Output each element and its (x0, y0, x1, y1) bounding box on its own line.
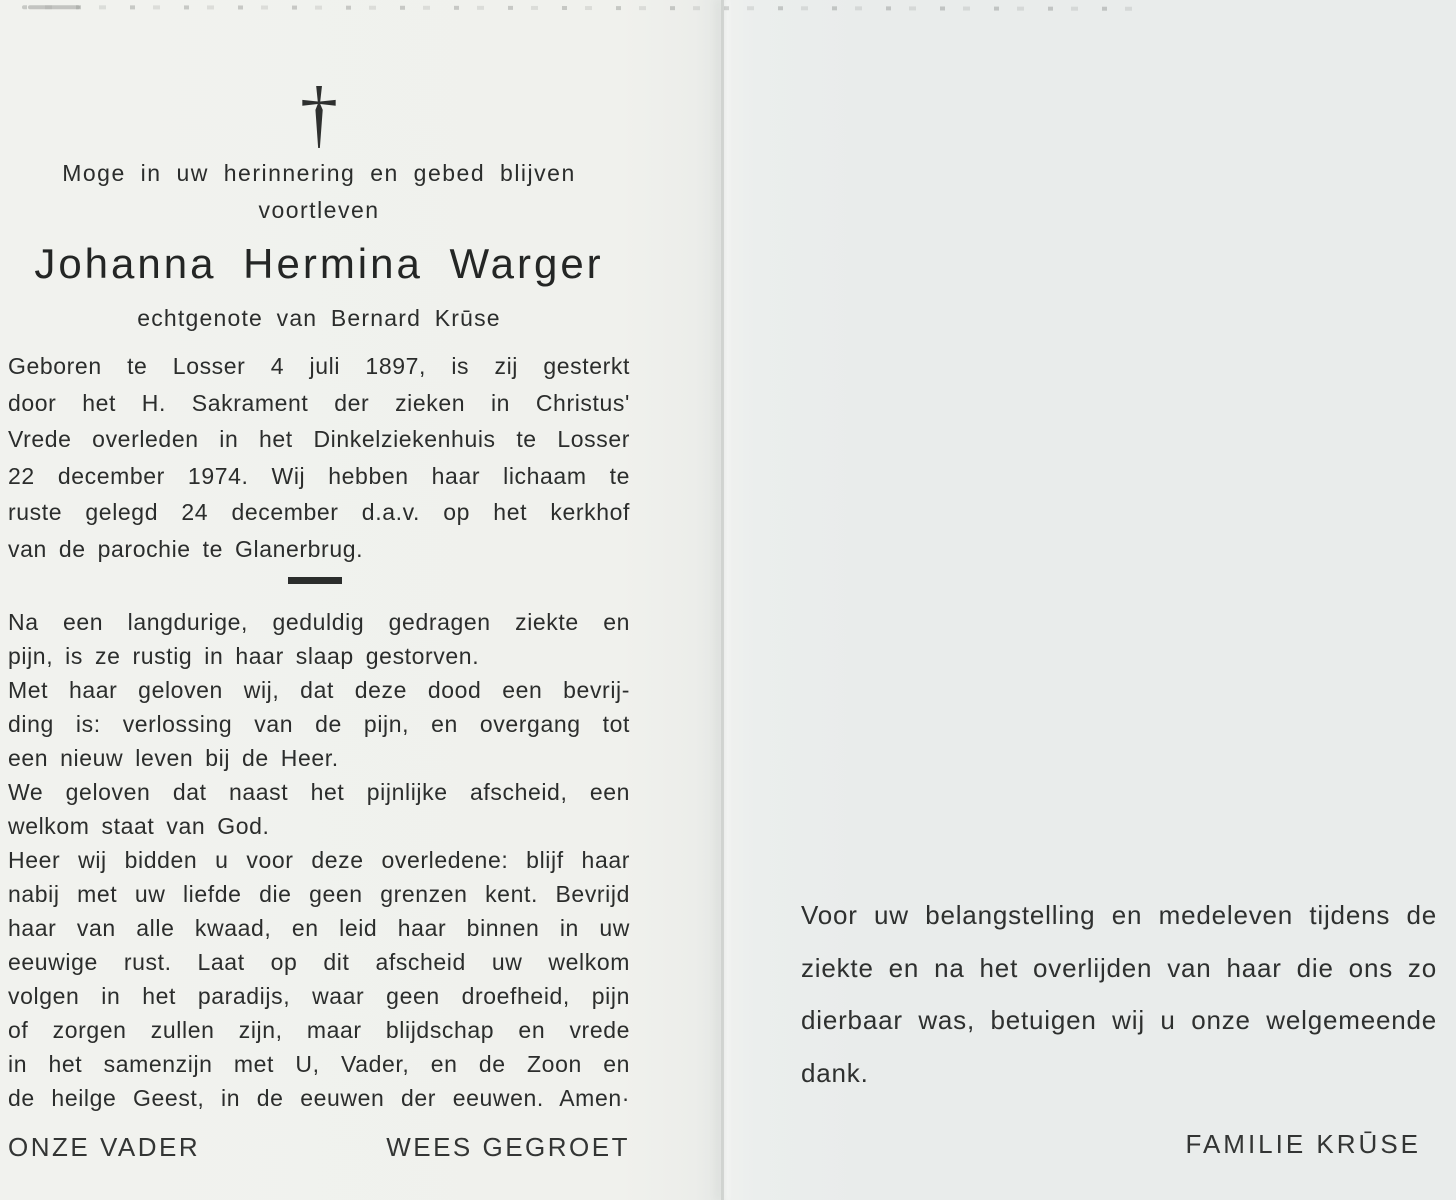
cross-icon: † (300, 72, 338, 156)
wees-gegroet-label: WEES GEGROET (386, 1132, 630, 1162)
intro-line: Moge in uw herinnering en gebed blijven (62, 160, 576, 186)
text-line: ding is: verlossing van de pijn, en overgang tot (8, 711, 630, 737)
text-line: haar van alle kwaad, en leid haar binnen in uw (8, 915, 630, 941)
text-line: welkom staat van God. (8, 813, 270, 839)
prayer-footer (8, 1129, 630, 1165)
memorial-paragraph (8, 605, 630, 843)
text-line: ziekte en na het overlijden van haar die ons zo (801, 952, 1437, 983)
text-line: dierbaar was, betuigen wij u onze welgemeende (801, 1005, 1437, 1035)
text-line: van de parochie te Glanerbrug. (8, 535, 364, 562)
section-divider (288, 577, 342, 584)
text-line: een nieuw leven bij de Heer. (8, 745, 339, 771)
intro-line: voortleven (258, 197, 380, 223)
text-line: of zorgen zullen zijn, maar blijdschap en vrede (8, 1017, 630, 1043)
text-line: We geloven dat naast het pijnlijke afscheid, een (8, 779, 630, 805)
text-line: de heilge Geest, in de eeuwen der eeuwen. Amen· (8, 1085, 630, 1111)
right-page (801, 0, 1437, 1200)
prayer-paragraph (8, 843, 630, 1115)
text-line: 22 december 1974. Wij hebben haar lichaam te (8, 462, 630, 489)
text-line: dank. (801, 1057, 869, 1088)
text-line: Met haar geloven wij, dat deze dood een bevrij- (8, 677, 630, 703)
onze-vader-label: ONZE VADER (8, 1132, 201, 1162)
text-line: ruste gelegd 24 december d.a.v. op het kerkhof (8, 499, 630, 525)
text-line: eeuwige rust. Laat op dit afscheid uw welkom (8, 949, 630, 975)
text-line: door het H. Sakrament der zieken in Christus' (8, 389, 630, 416)
text-line: Heer wij bidden u voor deze overledene: blijf haar (8, 847, 630, 873)
text-line: pijn, is ze rustig in haar slaap gestorven. (8, 643, 480, 669)
text-line: Geboren te Losser 4 juli 1897, is zij gesterkt (8, 353, 630, 379)
deceased-name: Johanna Hermina Warger (34, 240, 604, 287)
text-line: Vrede overleden in het Dinkelziekenhuis te Losser (8, 426, 630, 452)
family-signature: FAMILIE KRŪSE (1185, 1129, 1421, 1159)
fold-crease (721, 0, 724, 1200)
intro-text (8, 155, 630, 229)
text-line: volgen in het paradijs, waar geen droefheid, pijn (8, 983, 630, 1009)
left-page (8, 0, 630, 1200)
text-line: in het samenzijn met U, Vader, en de Zoon en (8, 1051, 630, 1077)
acknowledgement-paragraph (801, 889, 1437, 1099)
text-line: Voor uw belangstelling en medeleven tijdens de (801, 900, 1437, 930)
text-line: Na een langdurige, geduldig gedragen ziekte en (8, 609, 630, 635)
spouse-line: echtgenote van Bernard Krūse (137, 305, 501, 331)
birth-death-paragraph (8, 348, 630, 567)
text-line: nabij met uw liefde die geen grenzen kent. Bevrijd (8, 881, 630, 907)
